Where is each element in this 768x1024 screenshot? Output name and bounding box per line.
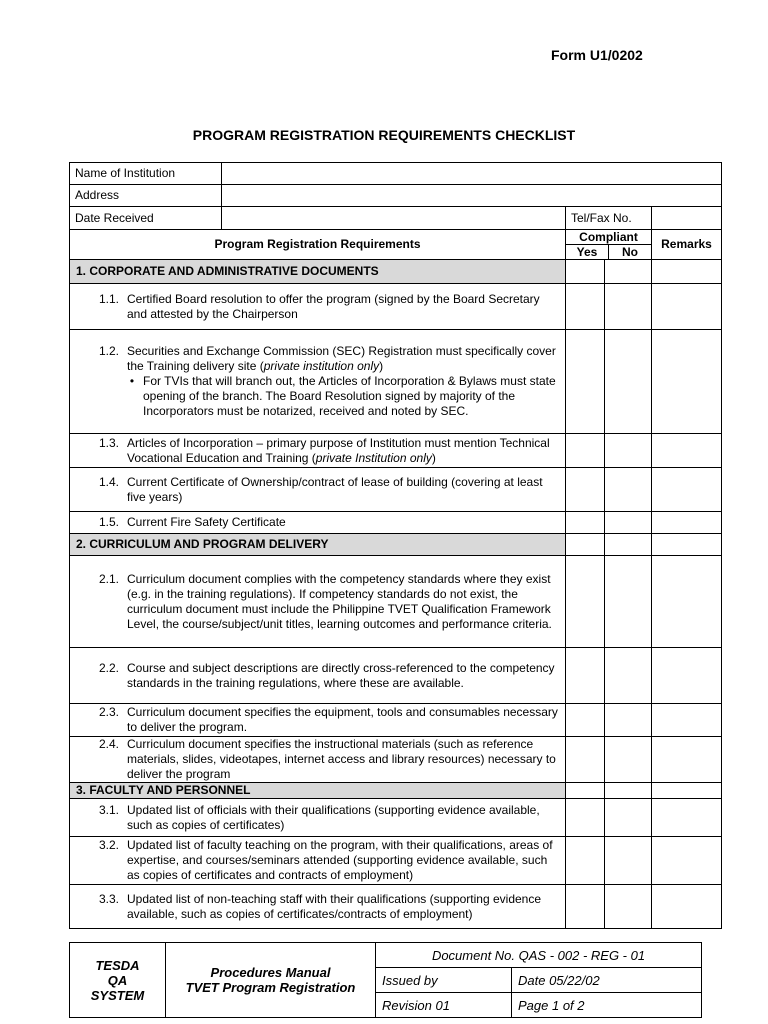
- institution-row: [70, 163, 722, 185]
- date-received-label: Date Received: [70, 207, 222, 230]
- table-row: [70, 284, 722, 330]
- page-number: Page 1 of 2: [512, 993, 702, 1018]
- remarks-cell[interactable]: [652, 512, 722, 534]
- remarks-header: Remarks: [652, 230, 722, 260]
- yes-checkbox[interactable]: [566, 468, 605, 512]
- table-header-row: [70, 230, 722, 260]
- document-footer: [69, 942, 702, 1018]
- requirement-text: 1.1. Certified Board resolution to offer the program (signed by the Board Secretary and attested by the Chairperson: [70, 284, 566, 330]
- no-checkbox[interactable]: [605, 468, 652, 512]
- no-checkbox[interactable]: [605, 330, 652, 434]
- yes-checkbox[interactable]: [566, 799, 605, 837]
- institution-label: Name of Institution: [70, 163, 222, 185]
- telfax-field[interactable]: [652, 207, 722, 230]
- issue-date: Date 05/22/02: [512, 968, 702, 993]
- yes-checkbox[interactable]: [566, 737, 605, 783]
- no-checkbox[interactable]: [605, 512, 652, 534]
- yes-checkbox[interactable]: [566, 885, 605, 929]
- table-row: [70, 556, 722, 648]
- remarks-cell[interactable]: [652, 468, 722, 512]
- no-checkbox[interactable]: [605, 704, 652, 737]
- requirement-text: 3.2. Updated list of faculty teaching on the program, with their qualifications, areas of expertise, and courses/seminars attended (supporting evidence available, such as copies of certificates and contracts of employment): [70, 837, 566, 885]
- yes-checkbox[interactable]: [566, 284, 605, 330]
- section-row: [70, 534, 722, 556]
- remarks-cell[interactable]: [652, 799, 722, 837]
- institution-field[interactable]: [222, 163, 722, 185]
- yes-checkbox[interactable]: [566, 704, 605, 737]
- yes-checkbox[interactable]: [566, 330, 605, 434]
- table-row: [70, 512, 722, 534]
- section-row: [70, 260, 722, 284]
- address-field[interactable]: [222, 185, 722, 207]
- requirement-text: 2.3. Curriculum document specifies the equipment, tools and consumables necessary to deliver the program.: [70, 704, 566, 737]
- table-row: [70, 885, 722, 929]
- revision: Revision 01: [376, 993, 512, 1018]
- checklist-table: [69, 162, 722, 929]
- no-checkbox[interactable]: [605, 737, 652, 783]
- requirement-text: 1.3. Articles of Incorporation – primary purpose of Institution must mention Technical Vocational Education and Training (private Institution only): [70, 434, 566, 468]
- remarks-cell[interactable]: [652, 885, 722, 929]
- compliant-label: Compliant: [566, 230, 651, 245]
- remarks-cell[interactable]: [652, 330, 722, 434]
- remarks-cell[interactable]: [652, 737, 722, 783]
- no-checkbox[interactable]: [605, 434, 652, 468]
- table-row: [70, 737, 722, 783]
- remarks-cell[interactable]: [652, 556, 722, 648]
- no-checkbox[interactable]: [605, 556, 652, 648]
- remarks-cell[interactable]: [652, 648, 722, 704]
- requirement-text: 2.1. Curriculum document complies with the competency standards where they exist (e.g. in the training regulations). If competency standards do not exist, the curriculum document must include the Philippine TVET Qualification Framework Level, the course/subject/unit titles, learning outcomes and performance criteria.: [70, 556, 566, 648]
- table-row: [70, 648, 722, 704]
- date-received-field[interactable]: [222, 207, 566, 230]
- requirement-text: 1.2. Securities and Exchange Commission (SEC) Registration must specifically cover the Training delivery site (private institution only) • For TVIs that will branch out, the Articles of Incorporation & Bylaws must state opening of the branch. The Board Resolution signed by majority of the Incorporators must be notarized, received and noted by SEC.: [70, 330, 566, 434]
- yes-checkbox[interactable]: [566, 837, 605, 885]
- requirements-header: Program Registration Requirements: [70, 230, 566, 260]
- no-checkbox[interactable]: [605, 284, 652, 330]
- table-row: [70, 330, 722, 434]
- table-row: [70, 468, 722, 512]
- telfax-label: Tel/Fax No.: [566, 207, 652, 230]
- remarks-cell[interactable]: [652, 704, 722, 737]
- no-checkbox[interactable]: [605, 837, 652, 885]
- page-title: PROGRAM REGISTRATION REQUIREMENTS CHECKLIST: [192, 127, 576, 143]
- bullet-icon: •: [129, 374, 135, 388]
- footer-brand: TESDA QA SYSTEM: [70, 943, 166, 1018]
- table-row: [70, 837, 722, 885]
- table-row: [70, 434, 722, 468]
- section-title: 3. FACULTY AND PERSONNEL: [70, 783, 566, 799]
- table-row: [70, 799, 722, 837]
- document-number: Document No. QAS - 002 - REG - 01: [376, 943, 702, 968]
- requirement-text: 1.5. Current Fire Safety Certificate: [70, 512, 566, 534]
- yes-checkbox[interactable]: [566, 556, 605, 648]
- footer-manual-title: Procedures Manual TVET Program Registration: [166, 943, 376, 1018]
- yes-checkbox[interactable]: [566, 648, 605, 704]
- no-checkbox[interactable]: [605, 648, 652, 704]
- table-row: [70, 704, 722, 737]
- section-title: 1. CORPORATE AND ADMINISTRATIVE DOCUMENTS: [70, 260, 566, 284]
- remarks-cell[interactable]: [652, 837, 722, 885]
- compliant-header: [566, 230, 652, 260]
- requirement-text: 2.4. Curriculum document specifies the instructional materials (such as reference materials, slides, videotapes, internet access and library resources) necessary to deliver the program: [70, 737, 566, 783]
- address-row: [70, 185, 722, 207]
- section-title: 2. CURRICULUM AND PROGRAM DELIVERY: [70, 534, 566, 556]
- requirement-text: 1.4. Current Certificate of Ownership/contract of lease of building (covering at least five years): [70, 468, 566, 512]
- yes-checkbox[interactable]: [566, 434, 605, 468]
- form-number: Form U1/0202: [551, 47, 643, 63]
- requirement-text: 2.2. Course and subject descriptions are directly cross-referenced to the competency standards in the training regulations, where these are available.: [70, 648, 566, 704]
- no-checkbox[interactable]: [605, 799, 652, 837]
- issued-by: Issued by: [376, 968, 512, 993]
- no-checkbox[interactable]: [605, 885, 652, 929]
- requirement-text: 3.1. Updated list of officials with their qualifications (supporting evidence available, such as copies of certificates): [70, 799, 566, 837]
- address-label: Address: [70, 185, 222, 207]
- remarks-cell[interactable]: [652, 434, 722, 468]
- remarks-cell[interactable]: [652, 284, 722, 330]
- requirement-text: 3.3. Updated list of non-teaching staff with their qualifications (supporting evidence available, such as copies of certificates/contracts of employment): [70, 885, 566, 929]
- yes-label: Yes: [566, 245, 609, 259]
- section-row: [70, 783, 722, 799]
- date-row: [70, 207, 722, 230]
- no-label: No: [622, 245, 638, 259]
- yes-checkbox[interactable]: [566, 512, 605, 534]
